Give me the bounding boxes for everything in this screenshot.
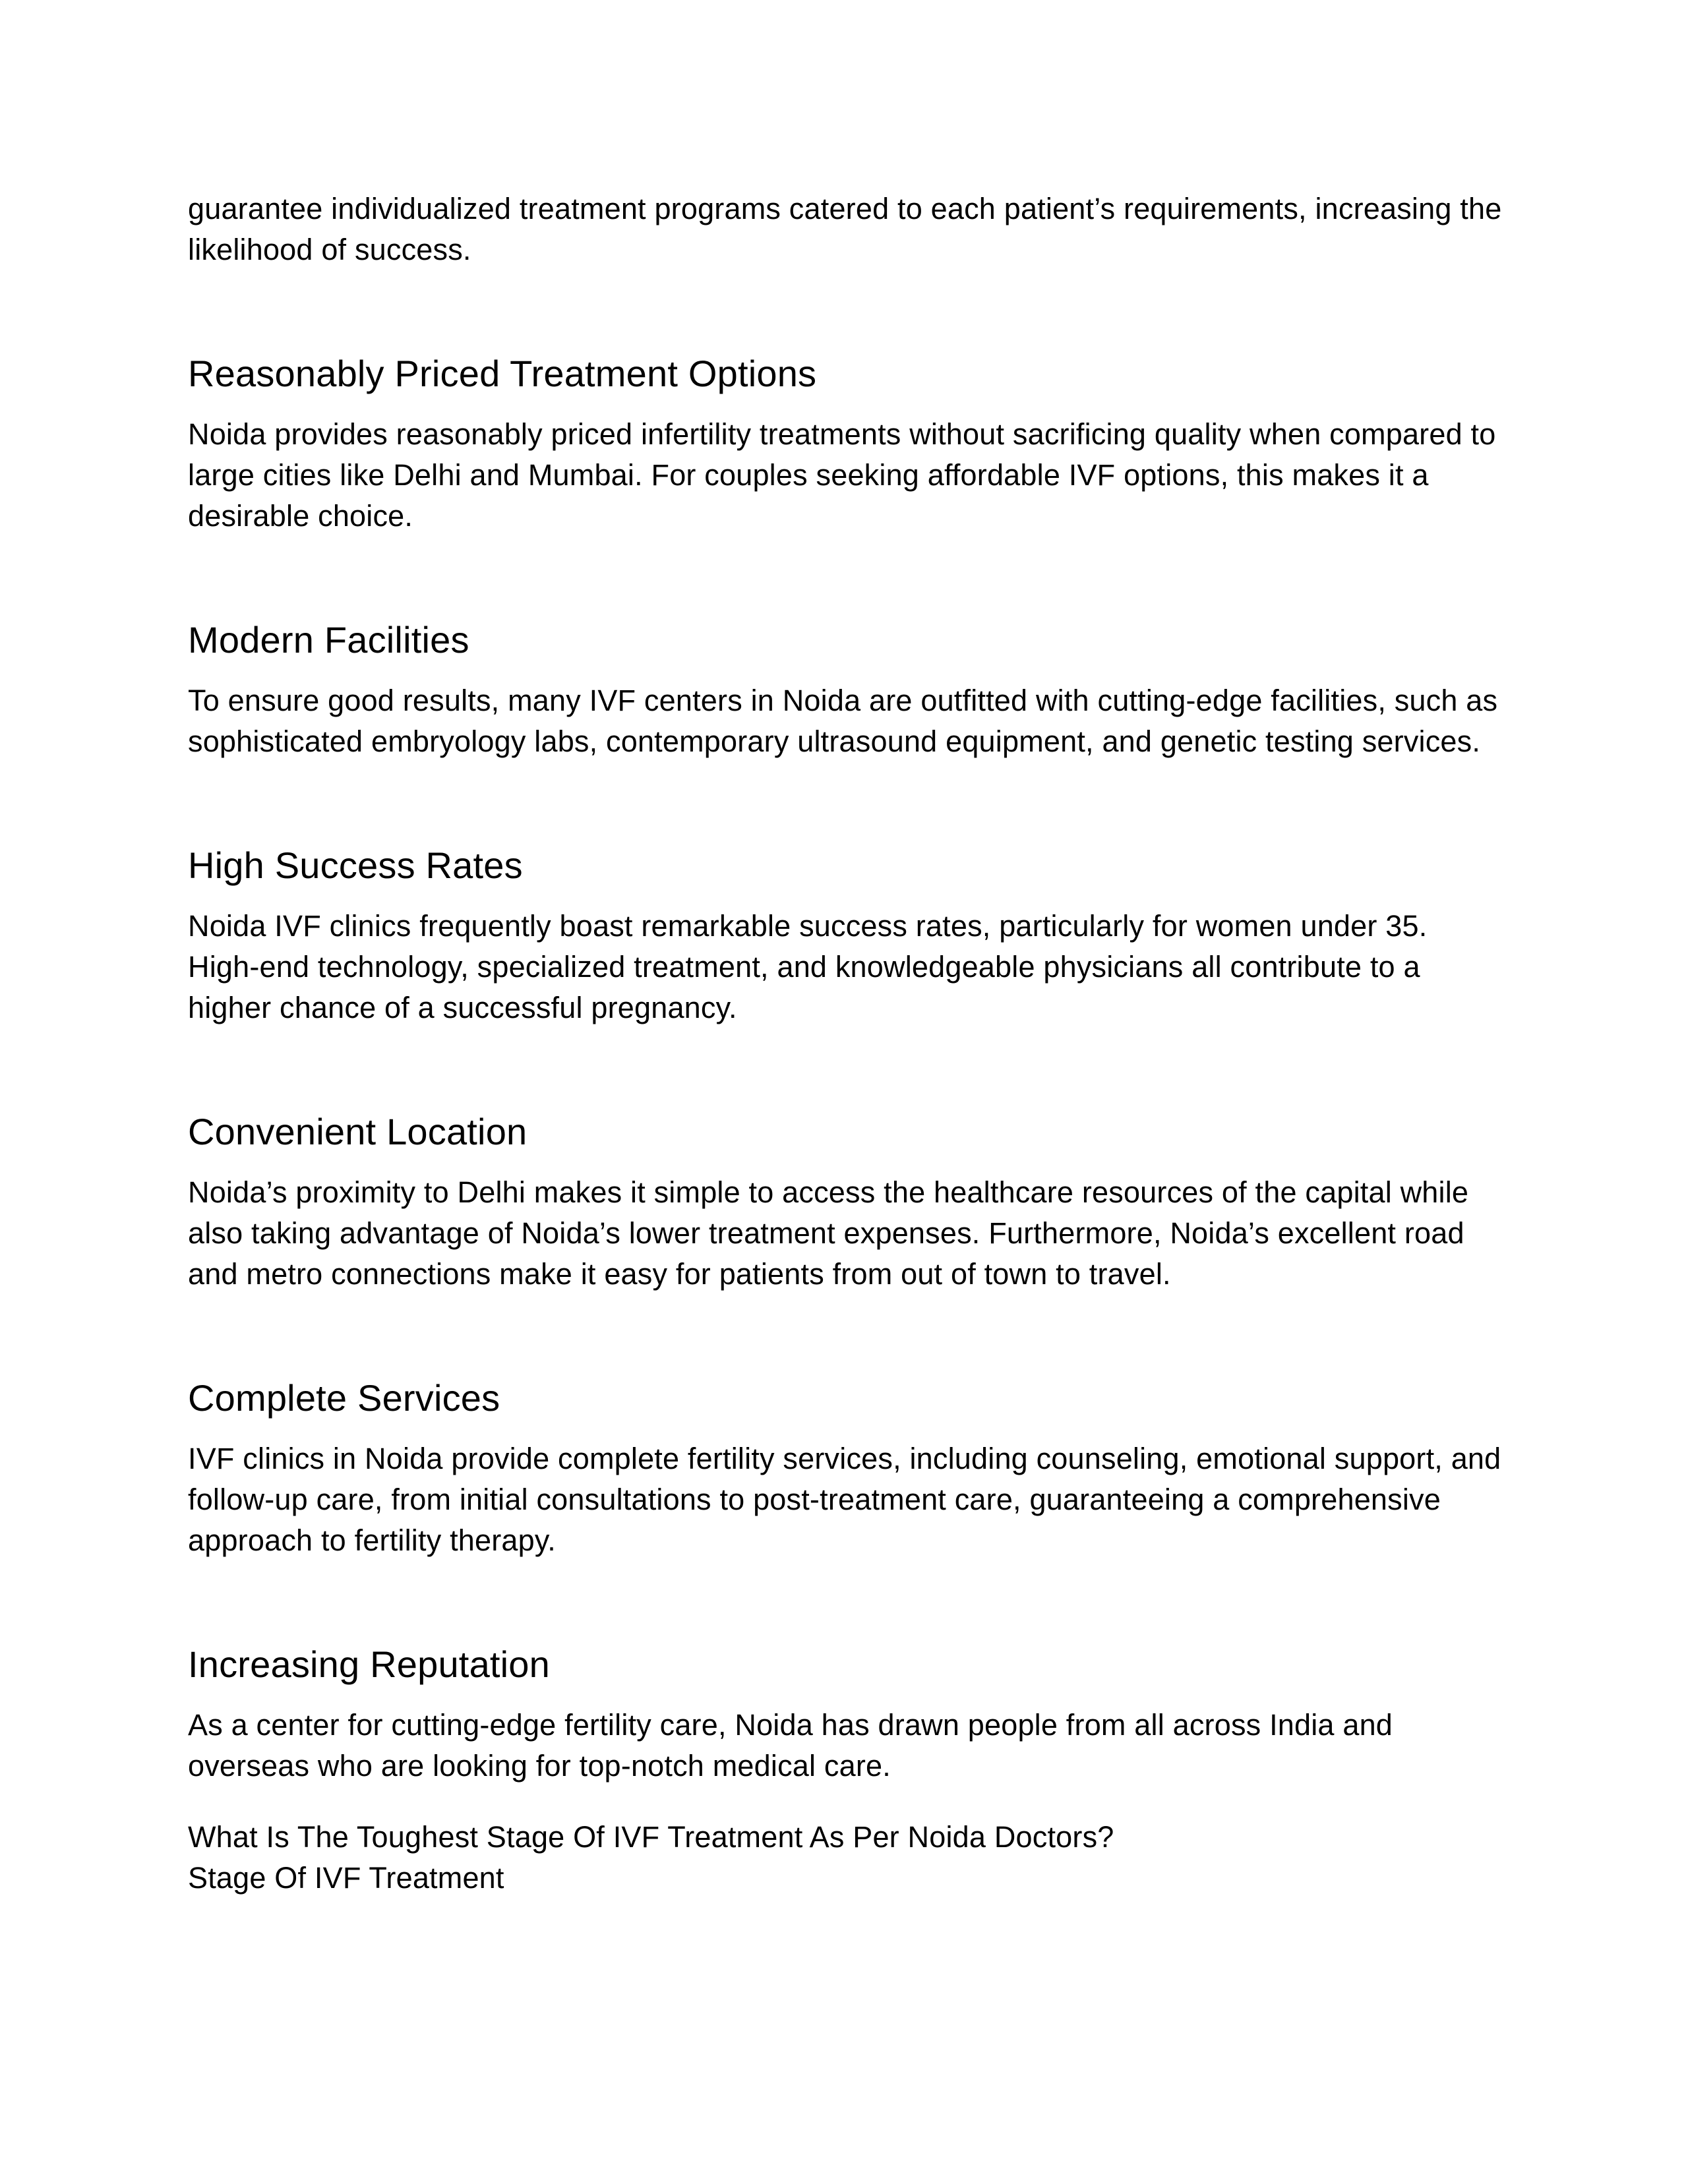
section-paragraph-high-success-rates: Noida IVF clinics frequently boast remarkable success rates, particularly for women under 35. High-end technology, specialized treatment, and knowledgeable physicians all contribute to a higher chance of a successful pregnancy. (188, 909, 1428, 1024)
section-reasonably-priced (188, 351, 1503, 537)
section-paragraph-increasing-reputation: As a center for cutting-edge fertility care, Noida has drawn people from all across India and overseas who are looking for top-notch medical care. (188, 1708, 1393, 1783)
section-paragraph-reasonably-priced: Noida provides reasonably priced infertility treatments without sacrificing quality when compared to large cities like Delhi and Mumbai. For couples seeking affordable IVF options, this makes it a desirable choice. (188, 417, 1496, 533)
section-heading-modern-facilities: Modern Facilities (188, 619, 469, 661)
section-high-success-rates (188, 842, 1503, 1028)
section-paragraph-complete-services: IVF clinics in Noida provide complete fertility services, including counseling, emotional support, and follow-up care, from initial consultations to post-treatment care, guaranteeing a comprehensive approach to fertility therapy. (188, 1442, 1501, 1557)
section-paragraph-modern-facilities: To ensure good results, many IVF centers in Noida are outfitted with cutting-edge facilities, such as sophisticated embryology labs, contemporary ultrasound equipment, and genetic testing services. (188, 684, 1498, 758)
section-increasing-reputation (188, 1641, 1503, 1786)
section-heading-high-success-rates: High Success Rates (188, 844, 523, 886)
section-heading-complete-services: Complete Services (188, 1377, 500, 1419)
closing-line-stage: Stage Of IVF Treatment (188, 1861, 504, 1895)
section-paragraph-convenient-location: Noida’s proximity to Delhi makes it simple to access the healthcare resources of the capital while also taking advantage of Noida’s lower treatment expenses. Furthermore, Noida’s excellent road and metro connections make it easy for patients from out of town to travel. (188, 1175, 1469, 1291)
section-heading-increasing-reputation: Increasing Reputation (188, 1643, 550, 1685)
section-complete-services (188, 1375, 1503, 1561)
intro-paragraph-fragment: guarantee individualized treatment programs catered to each patient’s requirements, increasing the likelihood of success. (188, 192, 1502, 266)
section-heading-reasonably-priced: Reasonably Priced Treatment Options (188, 353, 817, 394)
section-convenient-location (188, 1109, 1503, 1295)
section-modern-facilities (188, 617, 1503, 762)
section-heading-convenient-location: Convenient Location (188, 1111, 528, 1152)
closing-line-question: What Is The Toughest Stage Of IVF Treatment As Per Noida Doctors? (188, 1820, 1114, 1854)
closing-block (188, 1817, 1503, 1899)
